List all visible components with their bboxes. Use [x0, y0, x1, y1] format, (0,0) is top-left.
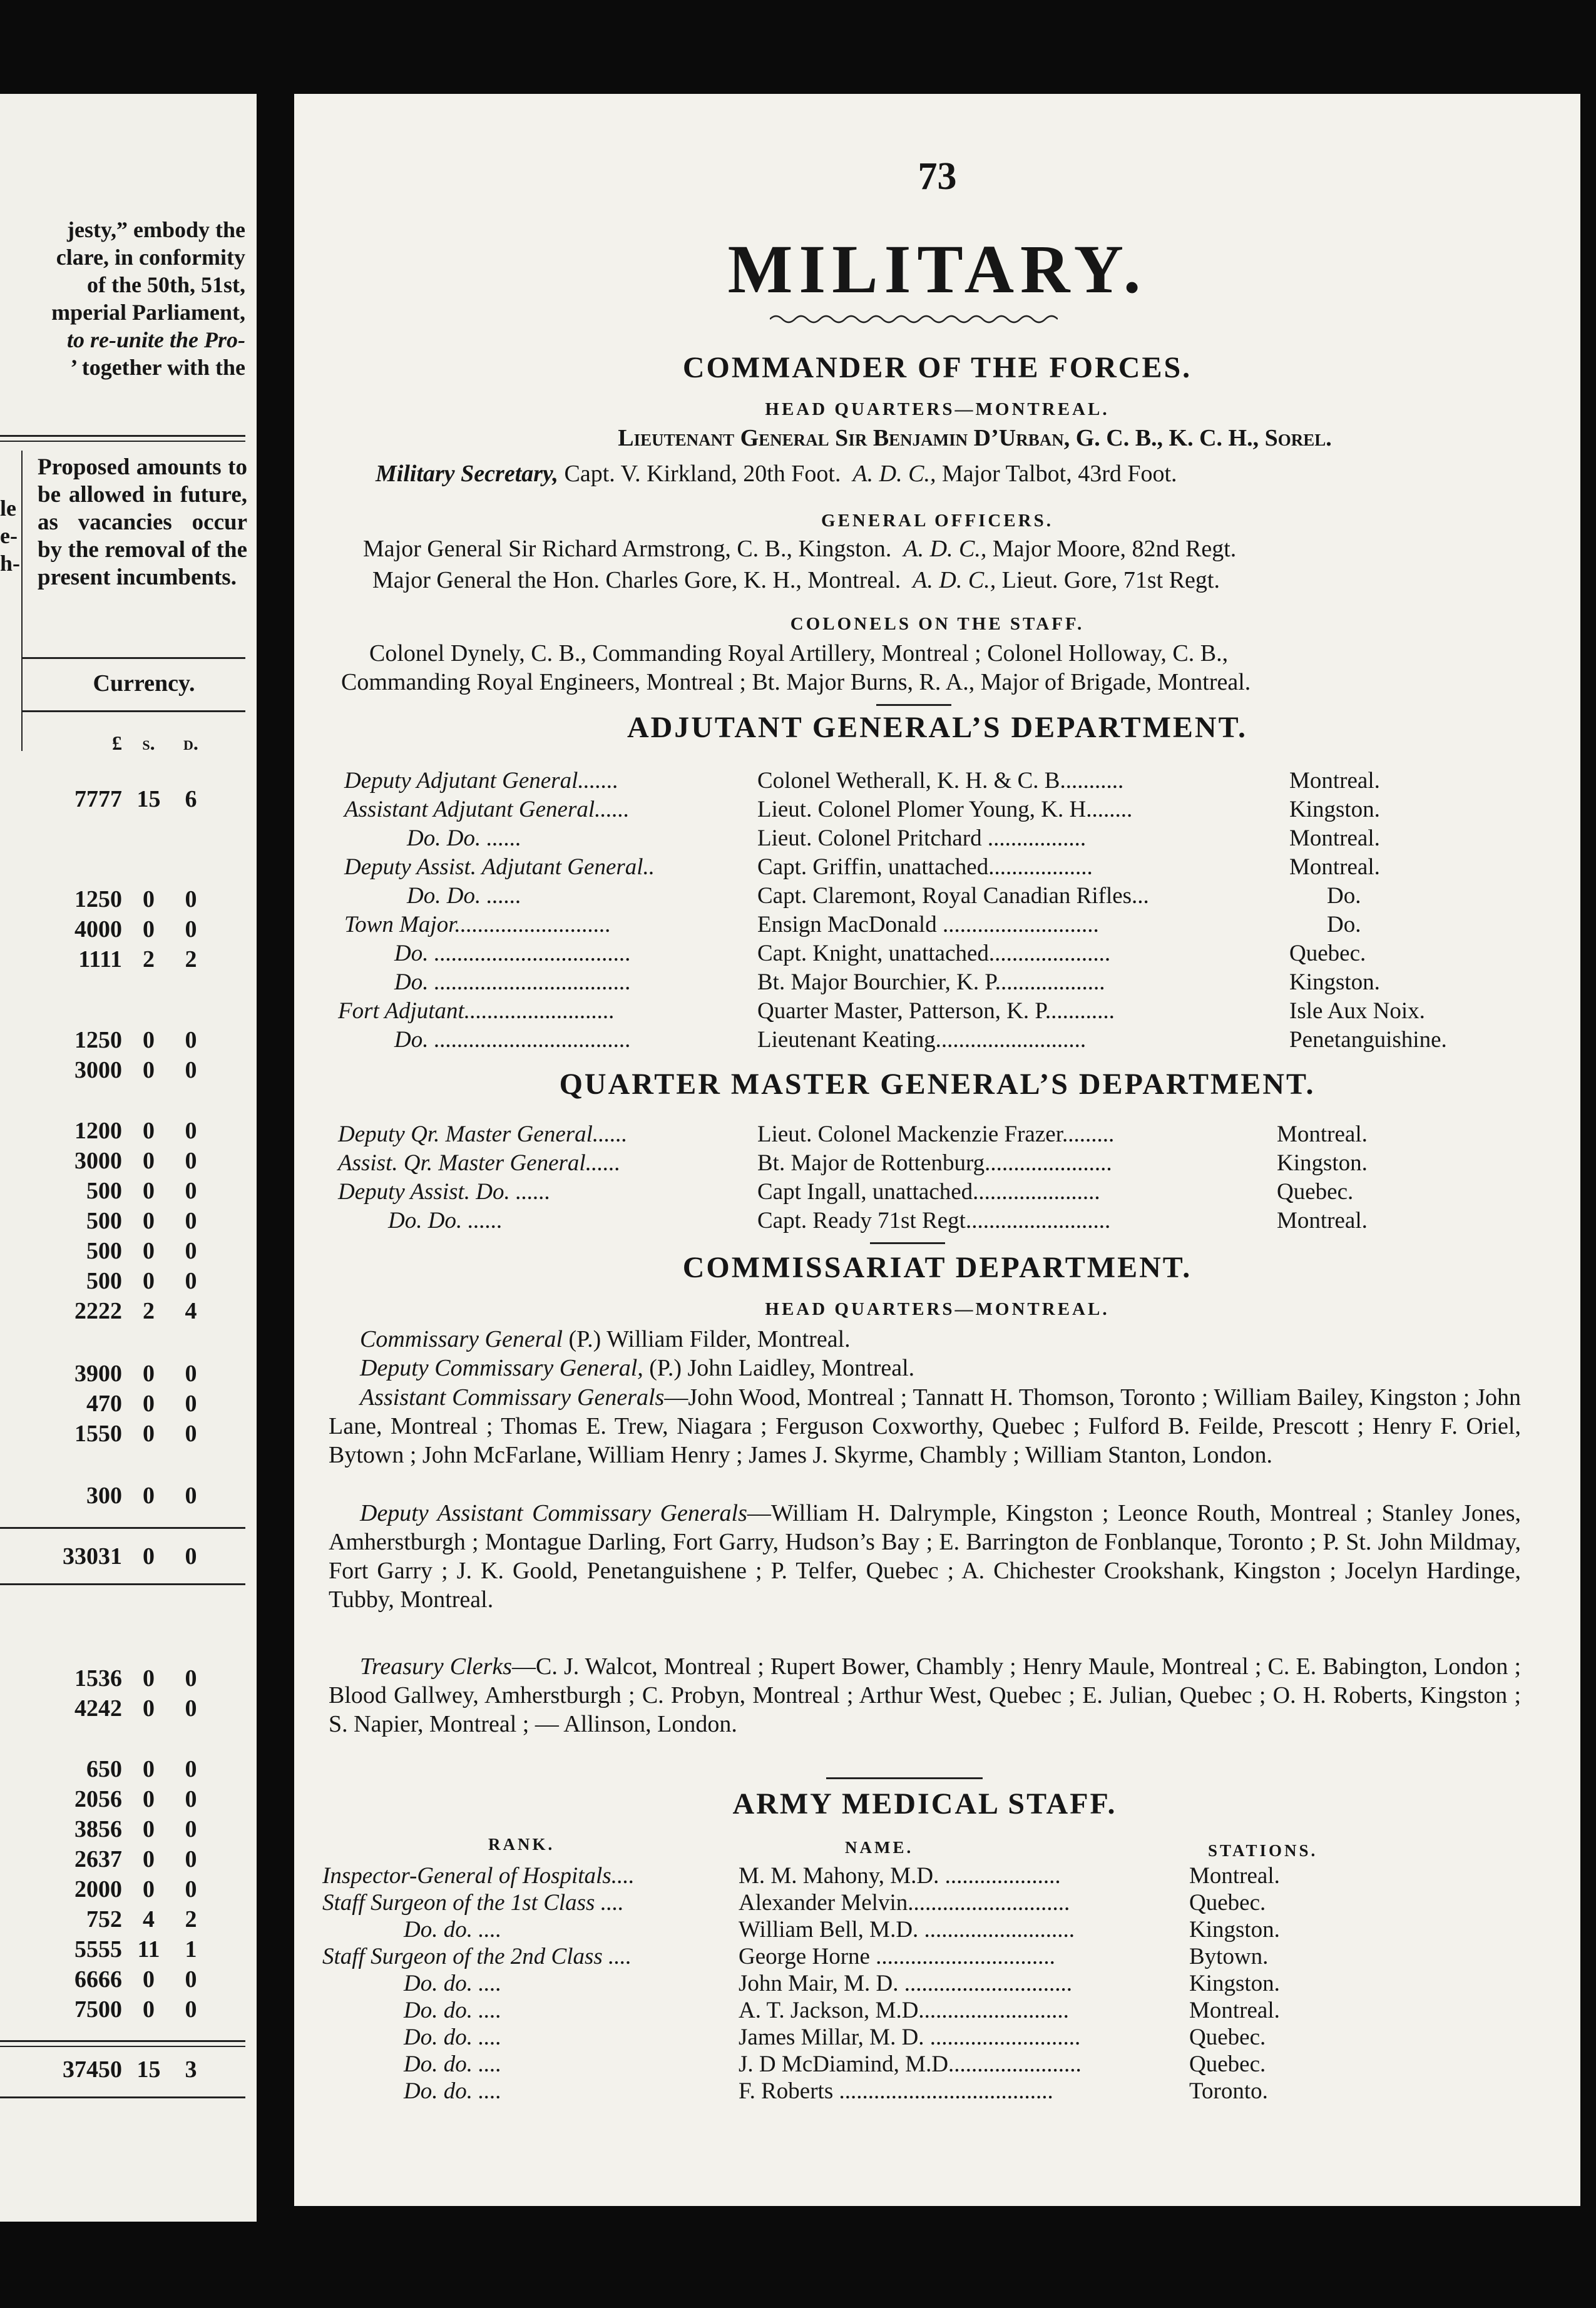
deputy-assistant-commissary-generals: Deputy Assistant Commissary Generals—William H. Dalrymple, Kingston ; Leonce Routh, Montreal ; Stanley Jones, Amherstburgh ; Montague Darling, Fort Garry, Hudson’s Bay ; E. Barrington de Fonblanque, Toronto ; P. St. John Mildmay, Fort Garry ; J. K. Goold, Penetanguishene ; P. Telfer, Quebec ; A. Chichester Crookshank, Kingston ; Jocelyn Hardinge, Tubby, Montreal. — [329, 1500, 1521, 1613]
medical-row: Do. do. .... J. D McDiamind, M.D....................... Quebec. — [404, 2051, 1266, 2077]
quartermaster-heading: QUARTER MASTER GENERAL’S DEPARTMENT. — [559, 1068, 1316, 1101]
amount-row: 3856 0 0 — [74, 1816, 197, 1842]
stub-line: h- — [0, 551, 21, 576]
mil-sec-text: Capt. V. Kirkland, 20th Foot. — [564, 461, 841, 487]
amount-row: 650 0 0 — [86, 1756, 197, 1782]
intro-line: ’ together with the — [70, 355, 245, 380]
adjutant-row: Deputy Assist. Adjutant General.. Capt. Griffin, unattached.................. Montreal. — [344, 854, 1380, 880]
stub-line: le — [0, 496, 16, 521]
amount-row: 500 0 0 — [86, 1208, 197, 1234]
left-page — [0, 94, 257, 2222]
adjutant-heading: ADJUTANT GENERAL’S DEPARTMENT. — [627, 711, 1248, 744]
adjutant-row: Deputy Adjutant General....... Colonel Wetherall, K. H. & C. B........... Montreal. — [344, 768, 1380, 794]
amount-row: 1111 2 2 — [78, 946, 197, 973]
amount-row: 470 0 0 — [86, 1391, 197, 1417]
amount-row: 500 0 0 — [86, 1178, 197, 1204]
adc-text: Major Talbot, 43rd Foot. — [941, 461, 1177, 487]
pound-header: £ — [112, 732, 122, 754]
colonels-line-1: Colonel Dynely, C. B., Commanding Royal Artillery, Montreal ; Colonel Holloway, C. B., — [369, 640, 1229, 666]
deputy-commissary-general: Deputy Commissary General, (P.) John Laidley, Montreal. — [360, 1355, 915, 1381]
amount-row: 1550 0 0 — [74, 1421, 197, 1447]
amount-row: 3900 0 0 — [74, 1361, 197, 1387]
section-divider — [876, 704, 951, 706]
amount-row: 4242 0 0 — [74, 1695, 197, 1722]
amount-row: 2056 0 0 — [74, 1786, 197, 1812]
amount-row: 1250 0 0 — [74, 1027, 197, 1053]
lt-general-line: Lieutenant General Sir Benjamin D’Urban, G. C. B., K. C. H., Sorel. — [618, 425, 1332, 451]
rank-column-header: RANK. — [488, 1835, 555, 1854]
intro-line: to re-unite the Pro- — [67, 327, 245, 352]
adjutant-row: Do. Do. ...... Lieut. Colonel Pritchard ................. Montreal. — [407, 825, 1380, 851]
medical-row: Do. do. .... A. T. Jackson, M.D.......................... Montreal. — [404, 1998, 1280, 2023]
medical-row: Staff Surgeon of the 1st Class .... Alexander Melvin............................ Quebec. — [322, 1890, 1266, 1916]
mil-secretary-line — [376, 460, 1177, 488]
amount-row: 4000 0 0 — [74, 916, 197, 942]
quartermaster-row: Do. Do. ...... Capt. Ready 71st Regt......................... Montreal. — [388, 1208, 1368, 1233]
amount-row: 2222 2 4 — [74, 1298, 197, 1324]
amount-row: 3000 0 0 — [74, 1148, 197, 1174]
column-divider — [21, 451, 23, 751]
amount-row: 500 0 0 — [86, 1238, 197, 1264]
pence-header: d. — [183, 732, 198, 754]
amount-row: 3000 0 0 — [74, 1057, 197, 1083]
amount-row: 300 0 0 — [86, 1483, 197, 1509]
general-officer-1: Major General Sir Richard Armstrong, C. B., Kingston. A. D. C., Major Moore, 82nd Regt. — [363, 536, 1237, 562]
amount-row: 1250 0 0 — [74, 886, 197, 912]
intro-line: mperial Parliament, — [51, 300, 245, 325]
amount-row: 5555 11 1 — [74, 1936, 197, 1963]
amount-row: 500 0 0 — [86, 1268, 197, 1294]
amount-row: 2000 0 0 — [74, 1876, 197, 1902]
currency-rule — [21, 710, 245, 712]
amount-row: 1200 0 0 — [74, 1118, 197, 1144]
stations-column-header: STATIONS. — [1208, 1841, 1318, 1860]
quartermaster-row: Deputy Assist. Do. ...... Capt Ingall, unattached...................... Quebec. — [338, 1179, 1354, 1205]
mil-sec-label: Military Secretary, — [376, 461, 558, 487]
general-officers-heading: GENERAL OFFICERS. — [821, 511, 1053, 531]
page-title: MILITARY. — [727, 231, 1147, 307]
medical-row: Do. do. .... John Mair, M. D. ............................. Kingston. — [404, 1971, 1280, 1996]
commissariat-heading: COMMISSARIAT DEPARTMENT. — [682, 1251, 1192, 1284]
commissary-general: Commissary General (P.) William Filder, Montreal. — [360, 1326, 851, 1352]
header-rule — [21, 657, 245, 659]
currency-label: Currency. — [93, 670, 195, 697]
page-number: 73 — [918, 155, 957, 198]
adjutant-row: Fort Adjutant.......................... Quarter Master, Patterson, K. P............ Isle Aux Noix. — [338, 998, 1425, 1024]
colonels-heading: COLONELS ON THE STAFF. — [790, 614, 1085, 634]
table-top-rule — [0, 435, 245, 442]
section-divider — [870, 1242, 945, 1244]
section-divider — [826, 1777, 983, 1779]
adjutant-row: Do. .................................. Bt. Major Bourchier, K. P................... Kingston. — [394, 969, 1380, 995]
commander-heading: COMMANDER OF THE FORCES. — [682, 351, 1192, 384]
assistant-commissary-generals: Assistant Commissary Generals—John Wood, Montreal ; Tannatt H. Thomson, Toronto ; William Bailey, Kingston ; John Lane, Montreal ; Thomas E. Trew, Niagara ; Ferguson Coxworthy, Quebec ; Fulford B. Feilde, Prescott ; Henry F. Oriel, Bytown ; John McFarlane, William Henry ; James J. Skyrme, Chambly ; William Stanton, London. — [329, 1384, 1521, 1468]
adc-label: A. D. C., — [852, 461, 936, 487]
adjutant-row: Assistant Adjutant General...... Lieut. Colonel Plomer Young, K. H........ Kingston. — [344, 797, 1380, 822]
subtotal-bottom-rule — [0, 1583, 245, 1585]
total-bottom-rule — [0, 2096, 245, 2098]
adjutant-row: Do. Do. ...... Capt. Claremont, Royal Canadian Rifles... Do. — [407, 883, 1361, 909]
amount-row: 2637 0 0 — [74, 1846, 197, 1872]
shilling-header: s. — [142, 732, 155, 754]
adjutant-row: Do. .................................. Lieutenant Keating.......................... Penetanguishine. — [394, 1027, 1447, 1053]
quartermaster-row: Assist. Qr. Master General...... Bt. Major de Rottenburg...................... Kingston. — [338, 1150, 1368, 1176]
wavy-rule — [770, 313, 1058, 325]
medical-row: Do. do. .... William Bell, M.D. .......................... Kingston. — [404, 1917, 1280, 1943]
amount-row: 7777 15 6 — [74, 786, 197, 812]
intro-line: clare, in conformity — [56, 245, 245, 270]
medical-row: Inspector-General of Hospitals.... M. M. Mahony, M.D. .................... Montreal. — [322, 1863, 1280, 1889]
stub-line: e- — [0, 523, 18, 548]
medical-row: Do. do. .... F. Roberts ..................................... Toronto. — [404, 2078, 1268, 2104]
adjutant-row: Do. .................................. Capt. Knight, unattached..................... Quebec. — [394, 941, 1366, 966]
money-column-headers — [38, 729, 250, 757]
intro-line: of the 50th, 51st, — [87, 272, 245, 297]
colonels-line-2: Commanding Royal Engineers, Montreal ; Bt. Major Burns, R. A., Major of Brigade, Montreal. — [341, 669, 1251, 695]
proposed-amounts-header: Proposed amounts to be allowed in future, as vacancies occur by the removal of the present incumbents. — [38, 454, 247, 590]
amount-row: 1536 0 0 — [74, 1665, 197, 1692]
treasury-clerks: Treasury Clerks—C. J. Walcot, Montreal ; Rupert Bower, Chambly ; Henry Maule, Montreal ; C. E. Babington, London ; Blood Gallwey, Amherstburgh ; C. Probyn, Montreal ; Arthur West, Quebec ; E. Julian, Quebec ; O. H. Roberts, Kingston ; S. Napier, Montreal ; — Allinson, London. — [329, 1653, 1522, 1737]
general-officer-2: Major General the Hon. Charles Gore, K. H., Montreal. A. D. C., Lieut. Gore, 71st Regt. — [372, 567, 1220, 593]
quartermaster-row: Deputy Qr. Master General...... Lieut. Colonel Mackenzie Frazer......... Montreal. — [338, 1121, 1368, 1147]
amount-row: 7500 0 0 — [74, 1996, 197, 2023]
intro-line: jesty,” embody the — [67, 217, 245, 242]
left-intro-text — [0, 216, 245, 381]
medical-row: Do. do. .... James Millar, M. D. .......................... Quebec. — [404, 2025, 1266, 2050]
name-column-header: NAME. — [845, 1838, 914, 1857]
commissariat-hq: HEAD QUARTERS—MONTREAL. — [765, 1299, 1110, 1319]
subtotal-row: 33031 0 0 — [63, 1543, 197, 1570]
medical-heading: ARMY MEDICAL STAFF. — [732, 1787, 1117, 1820]
right-page — [294, 94, 1580, 2206]
total-rule — [0, 2040, 245, 2047]
adjutant-row: Town Major........................... Ensign MacDonald ........................... Do. — [344, 912, 1361, 937]
commander-hq: HEAD QUARTERS—MONTREAL. — [765, 399, 1110, 419]
medical-row: Staff Surgeon of the 2nd Class .... George Horne ............................... Bytown. — [322, 1944, 1269, 1969]
total-row: 37450 15 3 — [63, 2056, 197, 2083]
subtotal-rule — [0, 1527, 245, 1529]
amount-row: 6666 0 0 — [74, 1966, 197, 1993]
amount-row: 752 4 2 — [86, 1906, 197, 1933]
